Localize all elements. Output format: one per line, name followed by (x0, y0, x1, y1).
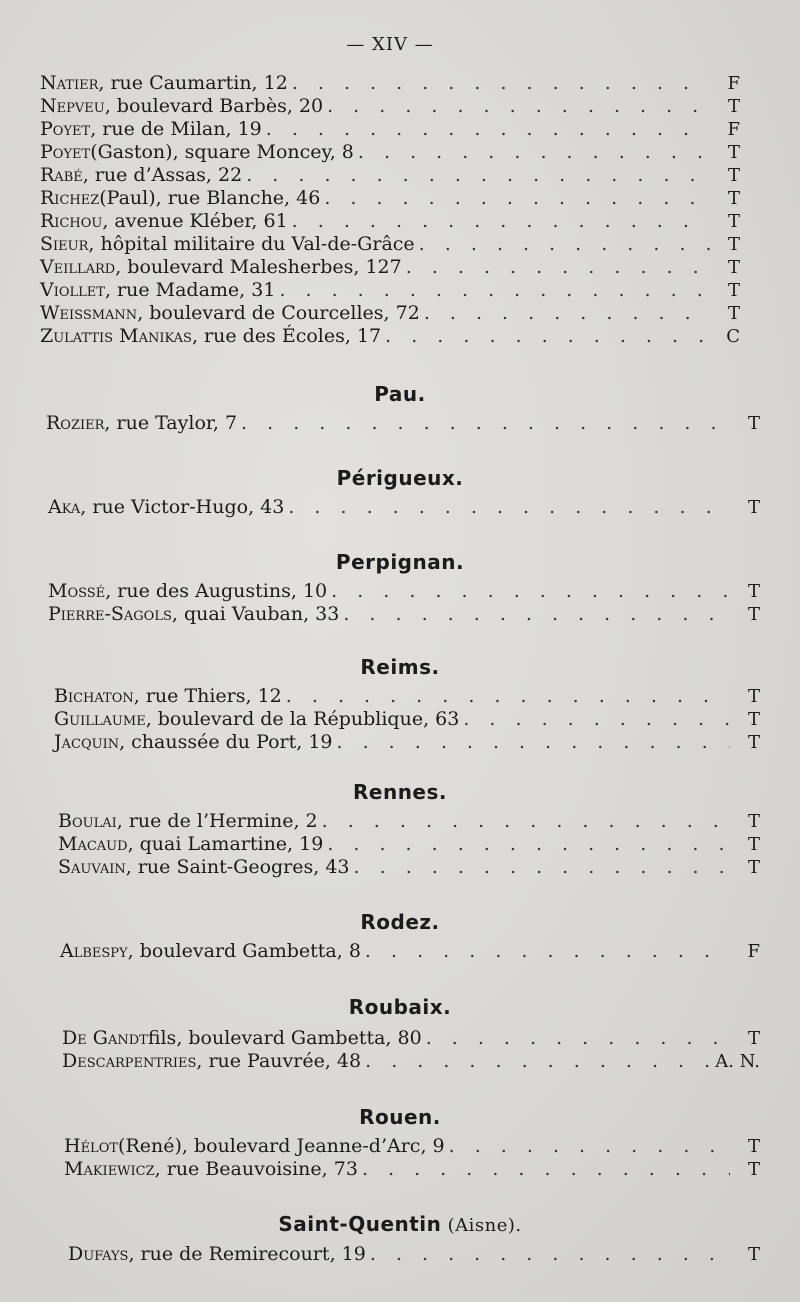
city-entries (46, 412, 760, 435)
entry-code: C (726, 326, 740, 347)
directory-entry (46, 412, 760, 435)
entry-code: T (747, 581, 760, 602)
dot-leader (343, 603, 730, 626)
city-entries (48, 496, 760, 519)
entry-address: , rue des Augustins, 10 (105, 580, 328, 602)
entry-code: T (747, 1244, 760, 1265)
entry-name: Aka (48, 496, 81, 518)
city-entries (60, 940, 760, 963)
dot-leader (327, 95, 710, 118)
directory-entry (40, 302, 740, 325)
entry-name: Poyet (40, 118, 91, 140)
directory-entry (40, 164, 740, 187)
dot-leader (406, 256, 710, 279)
city-name: Saint-Quentin (278, 1212, 442, 1236)
directory-entry (58, 856, 760, 879)
entry-name: Richou (40, 210, 103, 232)
entry-address: , rue Thiers, 12 (133, 685, 282, 707)
dot-leader (362, 1158, 730, 1181)
entry-name: Sauvain (58, 856, 126, 878)
entry-address: fils, boulevard Gambetta, 80 (147, 1027, 422, 1049)
entry-address: , rue d’Assas, 22 (82, 164, 243, 186)
dot-leader (337, 731, 731, 754)
city-name: Rennes. (352, 780, 447, 804)
entry-name: Rabé (40, 164, 83, 186)
directory-entry (40, 72, 740, 95)
entry-name: Bichaton (54, 685, 134, 707)
directory-entry (40, 325, 740, 348)
directory-entry (40, 118, 740, 141)
directory-entry (48, 580, 760, 603)
entry-name: Macaud (58, 833, 128, 855)
entry-code: T (727, 303, 740, 324)
directory-entry (64, 1158, 760, 1181)
directory-entry (54, 708, 760, 731)
directory-entry (48, 496, 760, 519)
entry-name: Guillaume (54, 708, 146, 730)
city-heading (0, 1105, 800, 1129)
entry-code: T (747, 1028, 760, 1049)
city-heading (0, 910, 800, 934)
dot-leader (241, 412, 730, 435)
entry-address: , boulevard de Courcelles, 72 (137, 302, 420, 324)
dot-leader (426, 1027, 730, 1050)
entry-code: T (747, 732, 760, 753)
dot-leader (288, 496, 730, 519)
directory-entry (68, 1243, 760, 1266)
entry-address: , rue Saint-Geogres, 43 (125, 856, 350, 878)
city-entries (48, 580, 760, 626)
directory-entry (40, 141, 740, 164)
entry-address: (Paul), rue Blanche, 46 (99, 187, 321, 209)
entry-name: Sieur (40, 233, 89, 255)
entry-name: Makiewicz (64, 1158, 155, 1180)
entry-address: , hôpital militaire du Val-de-Grâce (88, 233, 415, 255)
entry-name: Viollet (40, 279, 105, 301)
entry-code: T (747, 604, 760, 625)
directory-entry (60, 940, 760, 963)
entry-address: , rue de l’Hermine, 2 (116, 810, 318, 832)
dot-leader (331, 580, 730, 603)
directory-entry (62, 1027, 760, 1050)
paris-entries (40, 72, 740, 348)
entry-code: T (727, 234, 740, 255)
entry-address: , boulevard Gambetta, 8 (127, 940, 361, 962)
entry-address: , rue Beauvoisine, 73 (154, 1158, 358, 1180)
entry-name: Mossé (48, 580, 106, 602)
dot-leader (322, 810, 730, 833)
directory-entry (48, 603, 760, 626)
entry-code: T (747, 1136, 760, 1157)
entry-name: Descarpentries (62, 1050, 197, 1072)
directory-entry (40, 279, 740, 302)
dot-leader (358, 141, 710, 164)
entry-name: Nepveu (40, 95, 105, 117)
entry-name: Hélot (64, 1135, 119, 1157)
directory-entry (54, 731, 760, 754)
entry-name: Pierre-Sagols (48, 603, 172, 625)
directory-entry (40, 233, 740, 256)
entry-address: (René), boulevard Jeanne-d’Arc, 9 (118, 1135, 445, 1157)
entry-name: Zulattis Manikas (40, 325, 192, 347)
directory-entry (40, 95, 740, 118)
dot-leader (354, 856, 730, 879)
entry-address: , rue Madame, 31 (104, 279, 276, 301)
entry-address: , rue de Milan, 19 (90, 118, 262, 140)
dot-leader (246, 164, 710, 187)
city-heading (0, 550, 800, 574)
entry-code: T (747, 413, 760, 434)
dot-leader (292, 210, 710, 233)
entry-name: Boulai (58, 810, 117, 832)
entry-code: T (747, 497, 760, 518)
city-note: (Aisne). (441, 1215, 522, 1236)
entry-address: , rue des Écoles, 17 (191, 325, 382, 347)
city-name: Pau. (374, 382, 426, 406)
entry-address: , quai Lamartine, 19 (127, 833, 324, 855)
entry-name: Rozier (46, 412, 105, 434)
directory-entry (58, 833, 760, 856)
entry-name: Poyet (40, 141, 91, 163)
city-heading (0, 655, 800, 679)
city-entries (58, 810, 760, 879)
entry-address: , boulevard de la République, 63 (145, 708, 460, 730)
entry-address: , quai Vauban, 33 (171, 603, 340, 625)
entry-code: A. N. (715, 1051, 760, 1072)
entry-code: T (727, 257, 740, 278)
entry-name: Albespy (60, 940, 128, 962)
entry-code: T (747, 834, 760, 855)
entry-address: , rue Taylor, 7 (104, 412, 238, 434)
dot-leader (365, 1050, 709, 1073)
entry-address: , rue Caumartin, 12 (98, 72, 288, 94)
entry-code: F (747, 941, 760, 962)
dot-leader (424, 302, 710, 325)
city-entries (62, 1027, 760, 1073)
entry-code: T (727, 142, 740, 163)
dot-leader (292, 72, 710, 95)
entry-address: , boulevard Malesherbes, 127 (115, 256, 402, 278)
dot-leader (324, 187, 710, 210)
dot-leader (463, 708, 730, 731)
city-heading (0, 780, 800, 804)
city-heading (0, 995, 800, 1019)
directory-entry (40, 187, 740, 210)
entry-name: Jacquin (54, 731, 120, 753)
directory-entry (64, 1135, 760, 1158)
dot-leader (286, 685, 730, 708)
entry-code: T (747, 686, 760, 707)
city-name: Rouen. (359, 1105, 441, 1129)
entry-address: , avenue Kléber, 61 (102, 210, 288, 232)
dot-leader (327, 833, 730, 856)
dot-leader (365, 940, 730, 963)
entry-name: Dufays (68, 1243, 129, 1265)
city-entries (68, 1243, 760, 1266)
entry-address: , rue Pauvrée, 48 (196, 1050, 362, 1072)
city-entries (64, 1135, 760, 1181)
entry-code: T (727, 280, 740, 301)
entry-address: , rue Victor-Hugo, 43 (80, 496, 285, 518)
city-name: Rodez. (360, 910, 440, 934)
dot-leader (449, 1135, 730, 1158)
dot-leader (370, 1243, 730, 1266)
city-name: Reims. (360, 655, 440, 679)
city-heading (0, 1212, 800, 1236)
entry-name: Richez (40, 187, 100, 209)
entry-code: T (727, 165, 740, 186)
entry-code: T (727, 188, 740, 209)
directory-entry (54, 685, 760, 708)
city-name: Roubaix. (348, 995, 452, 1019)
dot-leader (419, 233, 710, 256)
directory-entry (62, 1050, 760, 1073)
city-heading (0, 382, 800, 406)
entry-code: F (727, 73, 740, 94)
entry-name: Natier (40, 72, 99, 94)
directory-entry (58, 810, 760, 833)
entry-name: De Gandt (62, 1027, 148, 1049)
city-heading (0, 466, 800, 490)
entry-address: , boulevard Barbès, 20 (104, 95, 324, 117)
entry-name: Veillard (40, 256, 116, 278)
entry-code: T (727, 96, 740, 117)
entry-name: Weissmann (40, 302, 138, 324)
entry-address: , chaussée du Port, 19 (119, 731, 333, 753)
page-number: — XIV — (346, 34, 434, 55)
entry-code: T (727, 211, 740, 232)
entry-code: T (747, 857, 760, 878)
entry-code: F (727, 119, 740, 140)
directory-entry (40, 256, 740, 279)
directory-entry (40, 210, 740, 233)
entry-address: (Gaston), square Moncey, 8 (90, 141, 354, 163)
entry-code: T (747, 811, 760, 832)
entry-code: T (747, 1159, 760, 1180)
dot-leader (266, 118, 710, 141)
entry-address: , rue de Remirecourt, 19 (128, 1243, 366, 1265)
city-name: Perpignan. (335, 550, 465, 574)
dot-leader (279, 279, 710, 302)
city-name: Périgueux. (336, 466, 464, 490)
dot-leader (385, 325, 710, 348)
city-entries (54, 685, 760, 754)
entry-code: T (747, 709, 760, 730)
